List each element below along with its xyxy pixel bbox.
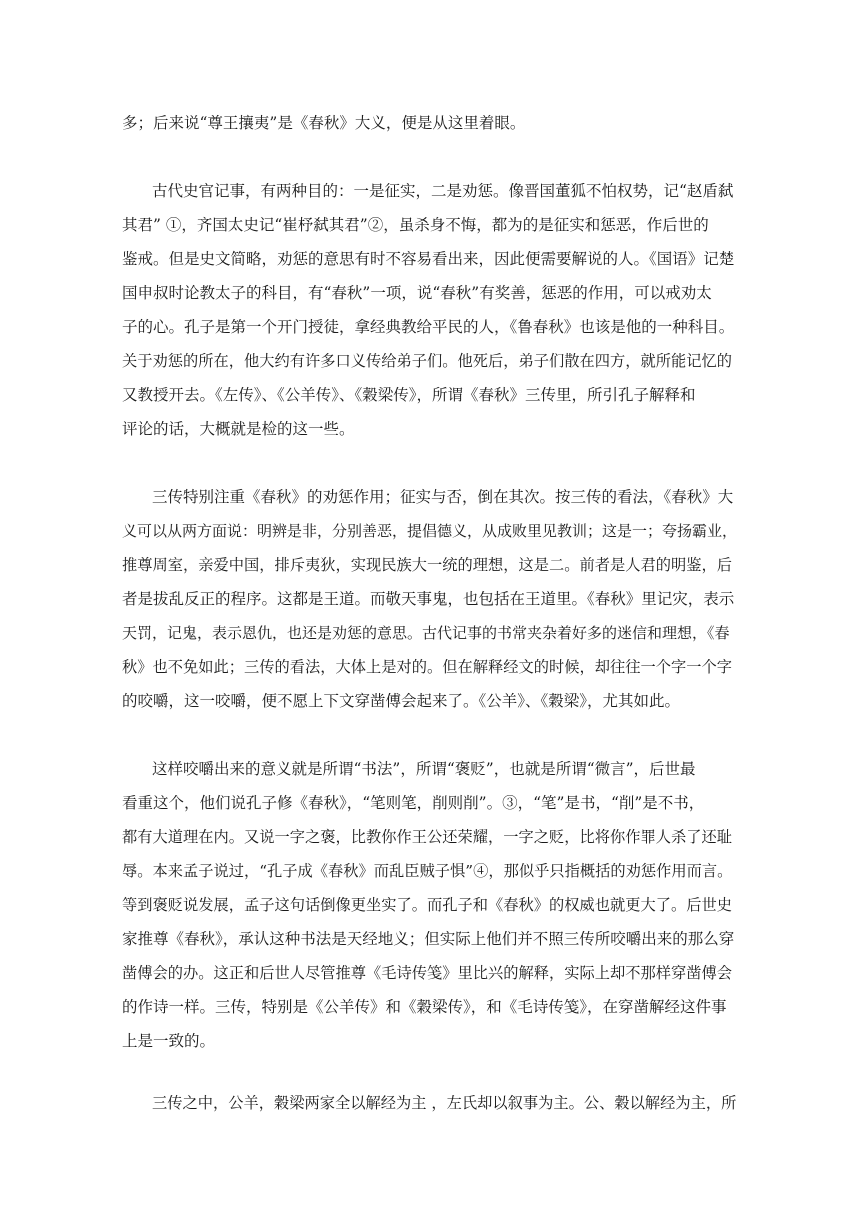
line-text: 义可以从两方面说：明辨是非，分别善恶，提倡德义，从成败里见教训；这是一；夸扬霸业， [122, 522, 738, 540]
text-line [122, 752, 738, 786]
paragraph-4 [122, 752, 738, 1058]
paragraph-1 [122, 106, 738, 140]
text-line [122, 276, 738, 310]
line-text: 的作诗一样。三传，特别是《公羊传》和《穀梁传》，和《毛诗传笺》，在穿凿解经这件事 [122, 998, 727, 1016]
line-text: 评论的话，大概就是检的这一些。 [122, 420, 355, 438]
line-text: 国申叔时论教太子的科目，有“春秋”一项，说“春秋”有奖善，惩恶的作用，可以戒劝太 [122, 284, 712, 302]
line-text: 古代史官记事，有两种目的：一是征实，二是劝惩。像晋国董狐不怕权势，记“赵盾弑 [152, 182, 734, 200]
line-text: 鉴戒。但是史文简略，劝惩的意思有时不容易看出来，因此便需要解说的人。《国语》记楚 [122, 250, 735, 268]
line-text: 的咬嚼，这一咬嚼，便不愿上下文穿凿傅会起来了。《公羊》、《穀梁》，尤其如此。 [122, 692, 681, 710]
paragraph-5 [122, 1086, 738, 1120]
text-line [122, 344, 738, 378]
line-text: 三传之中，公羊，穀梁两家全以解经为主 ，左氏却以叙事为主。公、穀以解经为主，所 [152, 1094, 737, 1112]
line-text: 其君” ①，齐国太史记“崔杼弑其君”②，虽杀身不悔，都为的是征实和惩恶，作后世的 [122, 216, 709, 234]
line-text: 等到褒贬说发展，孟子这句话倒像更坐实了。而孔子和《春秋》的权威也就更大了。后世史 [122, 896, 732, 914]
text-line [122, 106, 738, 140]
text-line [122, 480, 738, 514]
line-text: 推尊周室，亲爱中国，排斥夷狄，实现民族大一统的理想，这是二。前者是人君的明鉴，后 [122, 556, 732, 574]
line-text: 者是拔乱反正的程序。这都是王道。而敬天事鬼，也包括在王道里。《春秋》里记灾，表示 [122, 590, 735, 608]
text-line [122, 208, 738, 242]
text-line [122, 616, 738, 650]
text-line [122, 650, 738, 684]
line-text: 天罚，记鬼，表示恩仇，也还是劝惩的意思。古代记事的书常夹杂着好多的迷信和理想，《春 [122, 624, 730, 642]
text-line [122, 888, 738, 922]
text-line [122, 786, 738, 820]
text-line [122, 412, 738, 446]
text-line [122, 990, 738, 1024]
paragraph-3 [122, 480, 738, 718]
line-text: 凿傅会的办。这正和后世人尽管推尊《毛诗传笺》里比兴的解释，实际上却不那样穿凿傅会 [122, 964, 732, 982]
text-line [122, 956, 738, 990]
text-line [122, 684, 738, 718]
line-text: 辱。本来孟子说过，“孔子成《春秋》而乱臣贼子惧”④，那似乎只指概括的劝惩作用而言。 [122, 862, 733, 880]
line-text: 这样咬嚼出来的意义就是所谓“书法”，所谓“褒贬”，也就是所谓“微言”，后世最 [152, 760, 696, 778]
line-text: 又教授开去。《左传》、《公羊传》、《穀梁传》，所谓《春秋》三传里，所引孔子解释和 [122, 386, 696, 404]
line-text: 看重这个，他们说孔子修《春秋》，“笔则笔，削则削”。③，“笔”是书，“削”是不书， [122, 794, 705, 812]
line-text: 三传特别注重《春秋》的劝惩作用；征实与否，倒在其次。按三传的看法，《春秋》大 [152, 488, 734, 506]
text-line [122, 310, 738, 344]
line-text: 子的心。孔子是第一个开门授徒，拿经典教给平民的人，《鲁春秋》也该是他的一种科目。 [122, 318, 735, 336]
text-line [122, 582, 738, 616]
text-line [122, 378, 738, 412]
line-text: 多；后来说“尊王攘夷”是《春秋》大义，便是从这里着眼。 [122, 114, 526, 132]
text-line [122, 242, 738, 276]
text-line [122, 1086, 738, 1120]
text-line [122, 922, 738, 956]
text-line [122, 1024, 738, 1058]
line-text: 家推尊《春秋》，承认这种书法是天经地义；但实际上他们并不照三传所咬嚼出来的那么穿 [122, 930, 735, 948]
line-text: 都有大道理在内。又说一字之褒，比教你作王公还荣耀，一字之贬，比将你作罪人杀了还耻 [122, 828, 732, 846]
text-line [122, 174, 738, 208]
line-text: 秋》也不免如此；三传的看法，大体上是对的。但在解释经文的时候，却往往一个字一个字 [122, 658, 732, 676]
text-line [122, 820, 738, 854]
line-text: 关于劝惩的所在，他大约有许多口义传给弟子们。他死后，弟子们散在四方，就所能记忆的 [122, 352, 732, 370]
line-text: 上是一致的。 [122, 1032, 216, 1050]
text-line [122, 514, 738, 548]
text-line [122, 854, 738, 888]
text-line [122, 548, 738, 582]
paragraph-2 [122, 174, 738, 446]
